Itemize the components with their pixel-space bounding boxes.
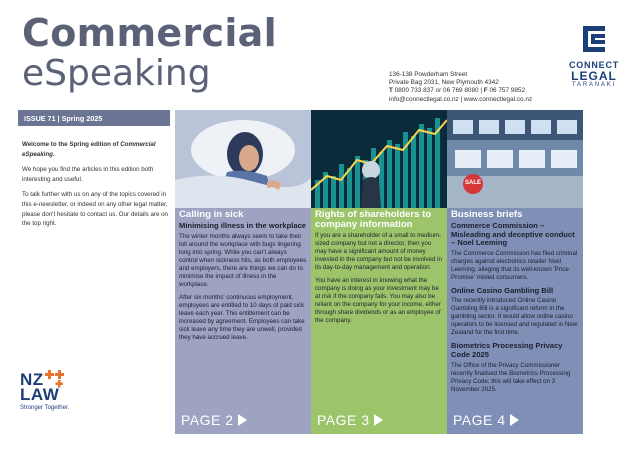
article-paragraph-shareholders-2: You have an interest in knowing what the company is doing as your investment may be at risk if the company fails. You may also be reliant on the company for your income, either through share dividends or as an employee of the company.: [315, 277, 441, 324]
sick-person-image: [175, 110, 311, 208]
phone-number: 0800 733 837 or 06 769 8080: [394, 87, 479, 95]
masthead-subtitle: eSpeaking: [22, 53, 211, 94]
contact-block: [389, 71, 532, 104]
welcome-prefix: Welcome to the Spring edition of: [22, 141, 121, 148]
connect-legal-mark-icon: [579, 22, 609, 56]
intro-text: [22, 140, 172, 235]
welcome-paragraph: [22, 140, 172, 159]
article-heading-sick: Minimising illness in the workplace: [179, 221, 307, 230]
logo-word-connect: CONNECT: [568, 60, 620, 70]
email-web-link[interactable]: info@connectlegal.co.nz | www.connectlegal.co.nz: [389, 95, 533, 103]
page-2-link[interactable]: [181, 412, 247, 428]
nz-law-word-law: LAW: [20, 385, 60, 404]
article-card-sick-leave[interactable]: [175, 110, 311, 434]
brief-heading-biometrics: Biometrics Processing Privacy Code 2025: [451, 341, 563, 359]
play-arrow-icon: [510, 414, 519, 426]
logo-word-legal: LEGAL: [571, 69, 617, 83]
play-arrow-icon: [238, 414, 247, 426]
page-3-label: PAGE 3: [317, 412, 370, 428]
article-body-shareholders: [315, 232, 443, 330]
brief-body-commerce: The Commerce Commission has filed criminal charges against electronics retailer Noel Leeming, alleging that its well-known 'Price Promise' misled consumers.: [451, 249, 578, 281]
sale-tag: SALE: [465, 180, 482, 186]
address-line-1: 136-138 Powderham Street: [389, 71, 468, 78]
nz-law-logo: [20, 372, 69, 411]
article-title-shareholders: Rights of shareholders to company information: [315, 209, 432, 230]
article-body-sick: [179, 222, 307, 347]
electronics-store-image: [447, 110, 583, 208]
page-2-label: PAGE 2: [181, 412, 234, 428]
article-card-shareholders[interactable]: [311, 110, 447, 434]
fax-label: F: [483, 87, 488, 95]
fax-number: 06 757 9852: [489, 87, 526, 95]
article-body-business-briefs: [451, 222, 579, 399]
nz-law-tagline: Stronger Together.: [20, 405, 70, 411]
intro-paragraph-2: We hope you find the articles in this edition both interesting and useful.: [22, 166, 154, 183]
play-arrow-icon: [374, 414, 383, 426]
page-4-link[interactable]: [453, 412, 519, 428]
welcome-title: Commercial eSpeaking: [22, 141, 156, 158]
article-title-sick: Calling in sick: [179, 209, 244, 220]
address-line-2: Private Bag 2031, New Plymouth 4342: [389, 79, 499, 87]
masthead: [22, 11, 277, 94]
nz-law-crosses-icon: [44, 368, 66, 390]
welcome-suffix: .: [52, 150, 55, 158]
brief-heading-casino: Online Casino Gambling Bill: [451, 285, 554, 295]
brief-body-biometrics: The Office of the Privacy Commissioner recently finalised the Biometrics Processing Privacy Code; this will take effect on 3 November 2025.: [451, 361, 571, 393]
issue-bar: ISSUE 71 | Spring 2025: [18, 110, 170, 126]
article-title-business-briefs: Business briefs: [451, 209, 523, 220]
nz-law-word-nz: NZ: [20, 370, 44, 389]
connect-legal-logo: [566, 22, 622, 88]
article-paragraph-shareholders-1: If you are a shareholder of a small to medium-sized company but not a director, then you may have a significant amount of money invested in the company but not be involved in its day-to-day management and operation.: [315, 232, 442, 271]
article-paragraph-sick-1: The winter months always seem to take their toll around the workplace with bugs lingering long into spring. While you can't always control when sickness hits, as both employees and employers, there are things we can do to minimise the impact of illness in the workplace.: [179, 232, 307, 288]
article-paragraph-sick-2: After six months' continuous employment, employees are entitled to 10 days of paid sick leave each year. This entitlement can be increased by agreement. Employees can take sick leave any time they are unwell, provided they have accrued leave.: [179, 293, 305, 341]
article-card-business-briefs[interactable]: [447, 110, 583, 434]
intro-paragraph-3: To talk further with us on any of the topics covered in this e-newsletter, or indeed on any other legal matter, please don't hesitate to contact us. Our details are on the top right.: [22, 191, 168, 228]
logo-word-taranaki: TARANAKI: [572, 82, 616, 88]
masthead-title: Commercial: [22, 11, 277, 55]
stock-chart-image: [311, 110, 447, 208]
brief-body-casino: The recently introduced Online Casino Gambling Bill is a significant reform in the gambling sector. It would allow online casino operators to be licensed and regulated in New Zealand for the first time.: [451, 297, 578, 337]
phone-label: T: [389, 87, 393, 95]
brief-heading-commerce: Commerce Commission – Misleading and deceptive conduct – Noel Leeming: [451, 221, 575, 248]
page-3-link[interactable]: [317, 412, 383, 428]
page-4-label: PAGE 4: [453, 412, 506, 428]
phone-fax-line: T 0800 733 837 or 06 769 8080 | F 06 757 9852: [389, 87, 526, 95]
